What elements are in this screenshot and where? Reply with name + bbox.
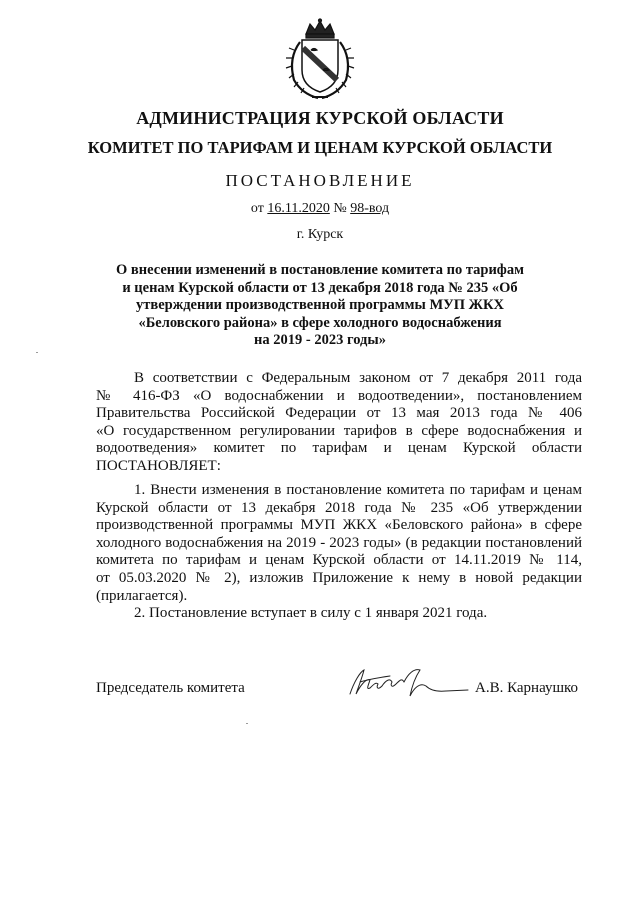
date-prefix: от [250,201,268,216]
paragraph-line: производственной программы МУП ЖКХ «Беловского района» в сфере [96,517,582,534]
document-date: 16.11.2020 [267,201,330,216]
title-line: «Беловского района» в сфере холодного водоснабжения [138,314,502,331]
city-line: г. Курск [296,227,344,242]
paragraph-line: Курской области от 13 декабря 2018 года № 235 «Об утверждении [96,499,582,516]
scan-speck [36,352,38,353]
coat-of-arms-emblem [282,18,358,100]
paragraph-line: В соответствии с Федеральным законом от 7 декабря 2011 года [134,370,582,386]
handwritten-signature [346,664,471,702]
signatory-name: А.В. Карнаушко [475,680,579,696]
paragraph-line: «О государственном регулировании тарифов в сфере водоснабжения и [96,422,582,439]
paragraph-line: ПОСТАНОВЛЯЕТ: [96,457,221,474]
document-type-heading: ПОСТАНОВЛЕНИЕ [225,171,415,190]
title-line: утверждении производственной программы МУП ЖКХ [135,297,504,313]
committee-heading: КОМИТЕТ ПО ТАРИФАМ И ЦЕНАМ КУРСКОЙ ОБЛАСТИ [87,138,553,157]
paragraph-line: 1. Внести изменения в постановление комитета по тарифам и ценам [134,482,582,498]
item-2-paragraph [96,605,582,623]
title-line: и ценам Курской области от 13 декабря 2018 года № 235 «Об [122,279,518,296]
signatory-position: Председатель комитета [96,680,245,696]
document-number: 98-вод [350,201,390,216]
document-title [100,262,540,350]
title-line: О внесении изменений в постановление комитета по тарифам [116,262,524,278]
paragraph-line: от 05.03.2020 № 2), изложив Приложение к нему в новой редакции [96,569,582,586]
paragraph-line: водоотведения» комитет по тарифам и ценам Курской области [96,440,582,457]
paragraph-line: комитета по тарифам и ценам Курской области от 14.11.2019 № 114, [96,552,582,569]
preamble-paragraph [96,370,582,476]
title-line: на 2019 - 2023 годы» [254,332,386,348]
paragraph-line: 2. Постановление вступает в силу с 1 января 2021 года. [134,605,488,621]
administration-heading: АДМИНИСТРАЦИЯ КУРСКОЙ ОБЛАСТИ [136,108,504,128]
scan-speck [246,723,248,724]
paragraph-line: (прилагается). [96,587,188,604]
number-prefix: № [329,201,351,216]
paragraph-line: Правительства Российской Федерации от 13 мая 2013 года № 406 [96,405,582,422]
item-1-paragraph [96,482,582,605]
date-number-line [0,201,640,217]
paragraph-line: холодного водоснабжения на 2019 - 2023 годы» (в редакции постановлений [96,534,582,551]
paragraph-line: № 416-ФЗ «О водоснабжении и водоотведении», постановлением [96,387,582,404]
